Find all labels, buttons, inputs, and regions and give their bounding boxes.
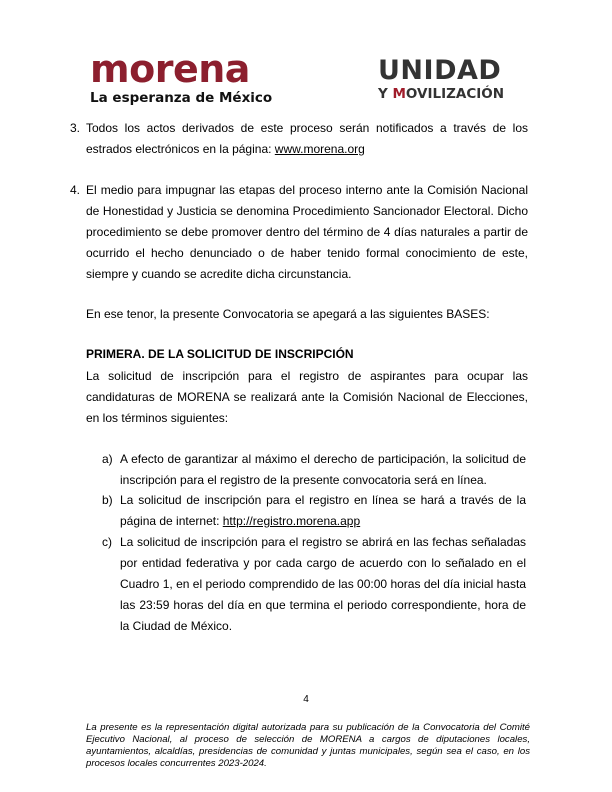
movilizacion-wordmark: Y MOVILIZACIÓN [378, 86, 505, 102]
list-letter: c) [102, 535, 112, 549]
list-item-text: La solicitud de inscripción para el registro en línea se hará a través de la página de internet: http://registro.morena.app [120, 493, 526, 528]
list-item-b [102, 490, 526, 532]
morena-tagline: La esperanza de México [90, 90, 273, 106]
unidad-wordmark: UNIDAD [378, 55, 502, 86]
section-intro: La solicitud de inscripción para el registro de aspirantes para ocupar las candidaturas de MORENA se realizará ante la Comisión Nacional de Elecciones, en los términos siguientes: [86, 369, 528, 425]
list-letter: a) [102, 452, 113, 466]
list-number: 3. [70, 121, 81, 135]
morena-wordmark: morena [90, 47, 250, 91]
list-item-text: A efecto de garantizar al máximo el derecho de participación, la solicitud de inscripción para el registro de la presente convocatoria será en línea. [120, 452, 526, 487]
list-number: 4. [70, 183, 81, 197]
morena-org-link[interactable]: www.morena.org [274, 142, 365, 156]
list-letter: b) [102, 493, 113, 507]
list-item-3 [70, 118, 528, 160]
morena-logo [90, 47, 290, 106]
footer-note: La presente es la representación digital autorizada para su publicación de la Convocatoria del Comité Ejecutivo Nacional, al proceso de selección de MORENA a cargos de diputaciones locales, ayuntamientos, alcaldías, presidencias de comunidad y juntas municipales, según sea el caso, en los procesos locales concurrentes 2023-2024. [86, 722, 530, 769]
list-item-text: La solicitud de inscripción para el registro se abrirá en las fechas señaladas por entidad federativa y por cada cargo de acuerdo con lo señalado en el Cuadro 1, en el periodo comprendido de las 00:00 horas del día inicial hasta las 23:59 horas del día en que termina el periodo correspondiente, hora de la Ciudad de México. [120, 535, 526, 633]
list-item-text: Todos los actos derivados de este proceso serán notificados a través de los estrados electrónicos en la página: www.morena.org [86, 121, 528, 156]
page-number: 4 [303, 694, 309, 705]
tenor-paragraph: En ese tenor, la presente Convocatoria se apegará a las siguientes BASES: [86, 307, 490, 321]
unidad-movilizacion-logo [378, 56, 538, 102]
list-item-4 [70, 180, 528, 285]
registro-link[interactable]: http://registro.morena.app [222, 514, 361, 528]
list-item-text: El medio para impugnar las etapas del proceso interno ante la Comisión Nacional de Honestidad y Justicia se denomina Procedimiento Sancionador Electoral. Dicho procedimiento se debe promover dentro del término de 4 días naturales a partir de ocurrido el hecho denunciado o de haber tenido formal conocimiento de este, siempre y cuando se acredite dicha circunstancia. [86, 183, 528, 281]
list-item-c [102, 532, 526, 637]
section-heading: PRIMERA. DE LA SOLICITUD DE INSCRIPCIÓN [86, 347, 354, 361]
list-item-a [102, 449, 526, 491]
